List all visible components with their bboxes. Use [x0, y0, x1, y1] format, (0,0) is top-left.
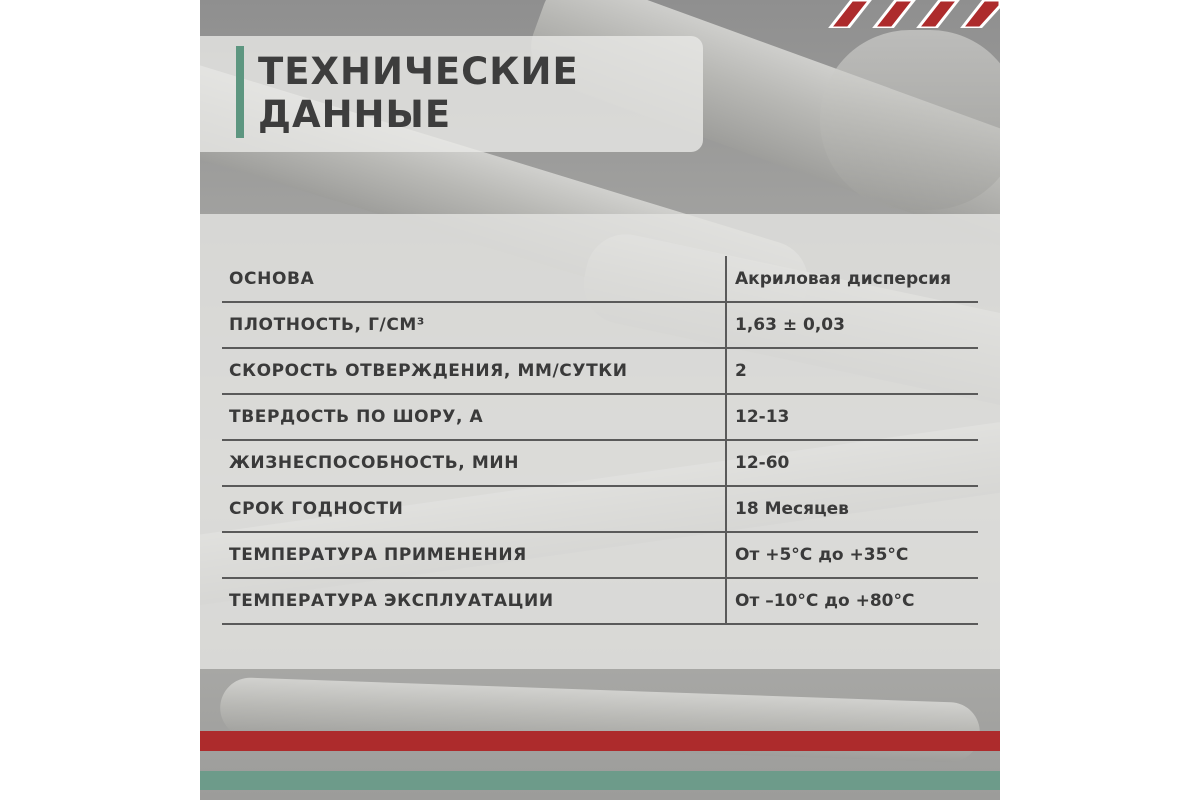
spec-value: От +5°C до +35°C	[726, 532, 978, 578]
spec-label: ТВЕРДОСТЬ ПО ШОРУ, А	[222, 394, 726, 440]
spec-label: СКОРОСТЬ ОТВЕРЖДЕНИЯ, ММ/СУТКИ	[222, 348, 726, 394]
spec-value: 18 Месяцев	[726, 486, 978, 532]
red-accent-bar	[200, 731, 1000, 751]
spec-label: ПЛОТНОСТЬ, Г/СМ³	[222, 302, 726, 348]
decorative-stripes	[822, 0, 1000, 28]
table-row	[222, 486, 978, 532]
spec-label: ЖИЗНЕСПОСОБНОСТЬ, МИН	[222, 440, 726, 486]
table-row	[222, 532, 978, 578]
spec-value: От –10°C до +80°C	[726, 578, 978, 624]
page-title	[258, 50, 579, 136]
green-accent-bar	[200, 771, 1000, 790]
table-row	[222, 256, 978, 302]
table-row	[222, 578, 978, 624]
spec-value: 2	[726, 348, 978, 394]
table-row	[222, 394, 978, 440]
title-line-2: ДАННЫЕ	[258, 93, 452, 136]
spec-label: ТЕМПЕРАТУРА ПРИМЕНЕНИЯ	[222, 532, 726, 578]
spec-label: СРОК ГОДНОСТИ	[222, 486, 726, 532]
spec-label: ТЕМПЕРАТУРА ЭКСПЛУАТАЦИИ	[222, 578, 726, 624]
table-row	[222, 348, 978, 394]
title-line-1: ТЕХНИЧЕСКИЕ	[258, 50, 579, 93]
spec-value: 1,63 ± 0,03	[726, 302, 978, 348]
title-accent-bar	[236, 46, 244, 138]
spec-card	[200, 0, 1000, 800]
spec-value: Акриловая дисперсия	[726, 256, 978, 302]
spec-value: 12-60	[726, 440, 978, 486]
spec-label: ОСНОВА	[222, 256, 726, 302]
table-row	[222, 302, 978, 348]
background-pipe	[820, 30, 1000, 210]
spec-table-panel	[200, 214, 1000, 669]
spec-table	[222, 256, 978, 625]
table-row	[222, 440, 978, 486]
spec-value: 12-13	[726, 394, 978, 440]
